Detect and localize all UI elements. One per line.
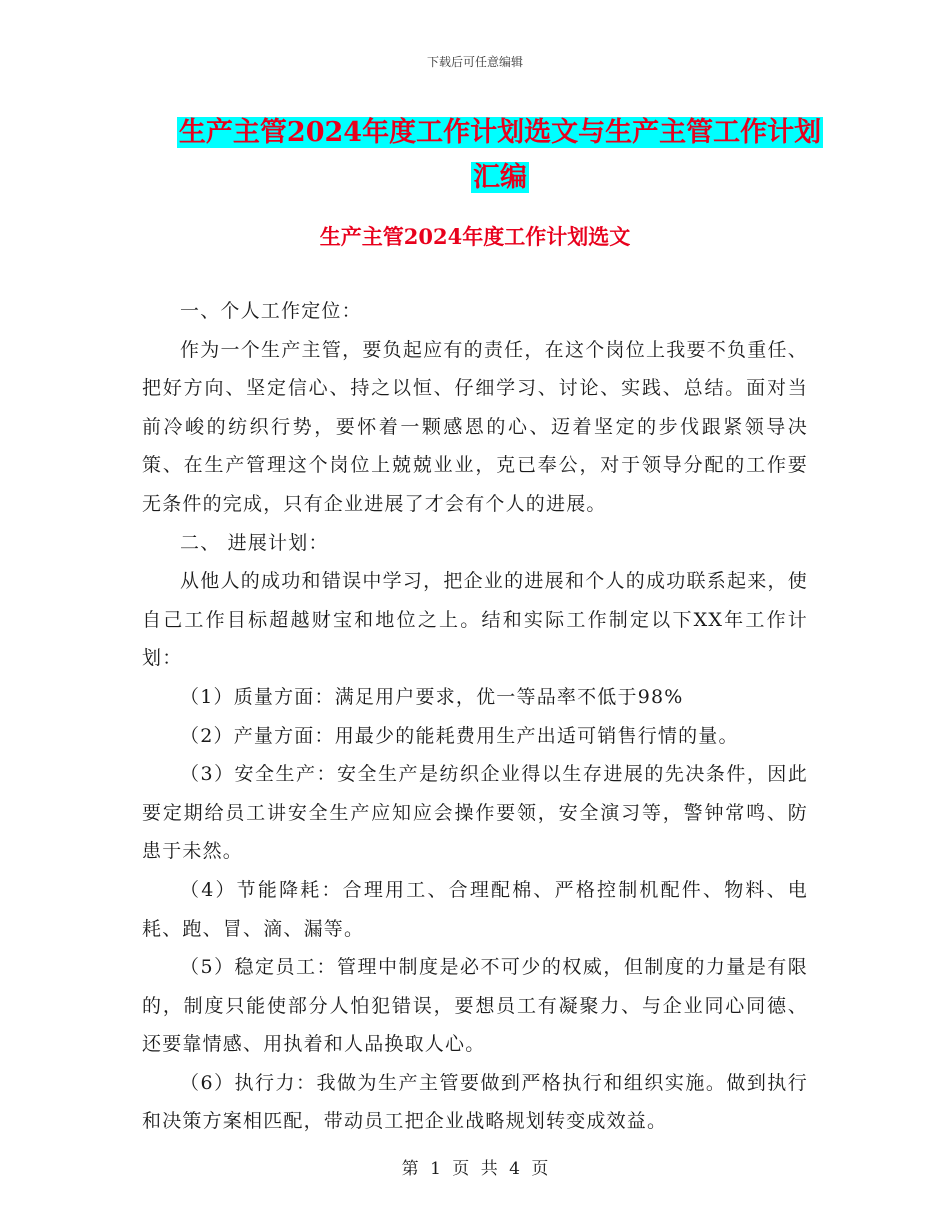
page-number: 第 1 页 共 4 页 [401,1159,549,1179]
document-title-line-1: 生产主管2024年度工作计划选文与生产主管工作计划 [178,117,822,148]
plan-item-safety: （3）安全生产：安全生产是纺织企业得以生存进展的先决条件，因此要定期给员工讲安全生产应知应会操作要领，安全演习等，警钟常鸣、防患于未然。 [142,763,808,863]
page-header-note: 下载后可任意编辑 [426,55,523,69]
section-title: 生产主管2024年度工作计划选文 [319,224,631,249]
heading-development-plan: 二、 进展计划： [180,531,329,554]
plan-item-execution: （6）执行力：我做为生产主管要做到严格执行和组织实施。做到执行和决策方案相匹配，带动员工把企业战略规划转变成效益。 [142,1071,808,1133]
heading-personal-position: 一、个人工作定位： [180,300,362,322]
document-title [140,110,860,200]
plan-item-staff: （5）稳定员工：管理中制度是必不可少的权威，但制度的力量是有限的，制度只能使部分人怕犯错误，要想员工有凝聚力、与企业同心同德、还要靠情感、用执着和人品换取人心。 [142,956,808,1056]
plan-item-energy: （4）节能降耗：合理用工、合理配棉、严格控制机配件、物料、电耗、跑、冒、滴、漏等。 [142,878,808,940]
paragraph-personal-position: 作为一个生产主管，要负起应有的责任，在这个岗位上我要不负重任、把好方向、坚定信心、持之以恒、仔细学习、讨论、实践、总结。面对当前冷峻的纺织行势，要怀着一颗感恩的心、迈着坚定的步伐跟紧领导决策、在生产管理这个岗位上兢兢业业，克已奉公，对于领导分配的工作要无条件的完成，只有企业进展了才会有个人的进展。 [142,338,808,515]
plan-item-quality: （1）质量方面：满足用户要求，优一等品率不低于98% [180,685,684,708]
paragraph-development-plan: 从他人的成功和错误中学习，把企业的进展和个人的成功联系起来，使自己工作目标超越财宝和地位之上。结和实际工作制定以下XX年工作计划： [142,570,808,670]
plan-item-output: （2）产量方面：用最少的能耗费用生产出适可销售行情的量。 [180,724,739,747]
document-title-line-2: 汇编 [473,162,527,193]
document-body [142,292,808,1141]
